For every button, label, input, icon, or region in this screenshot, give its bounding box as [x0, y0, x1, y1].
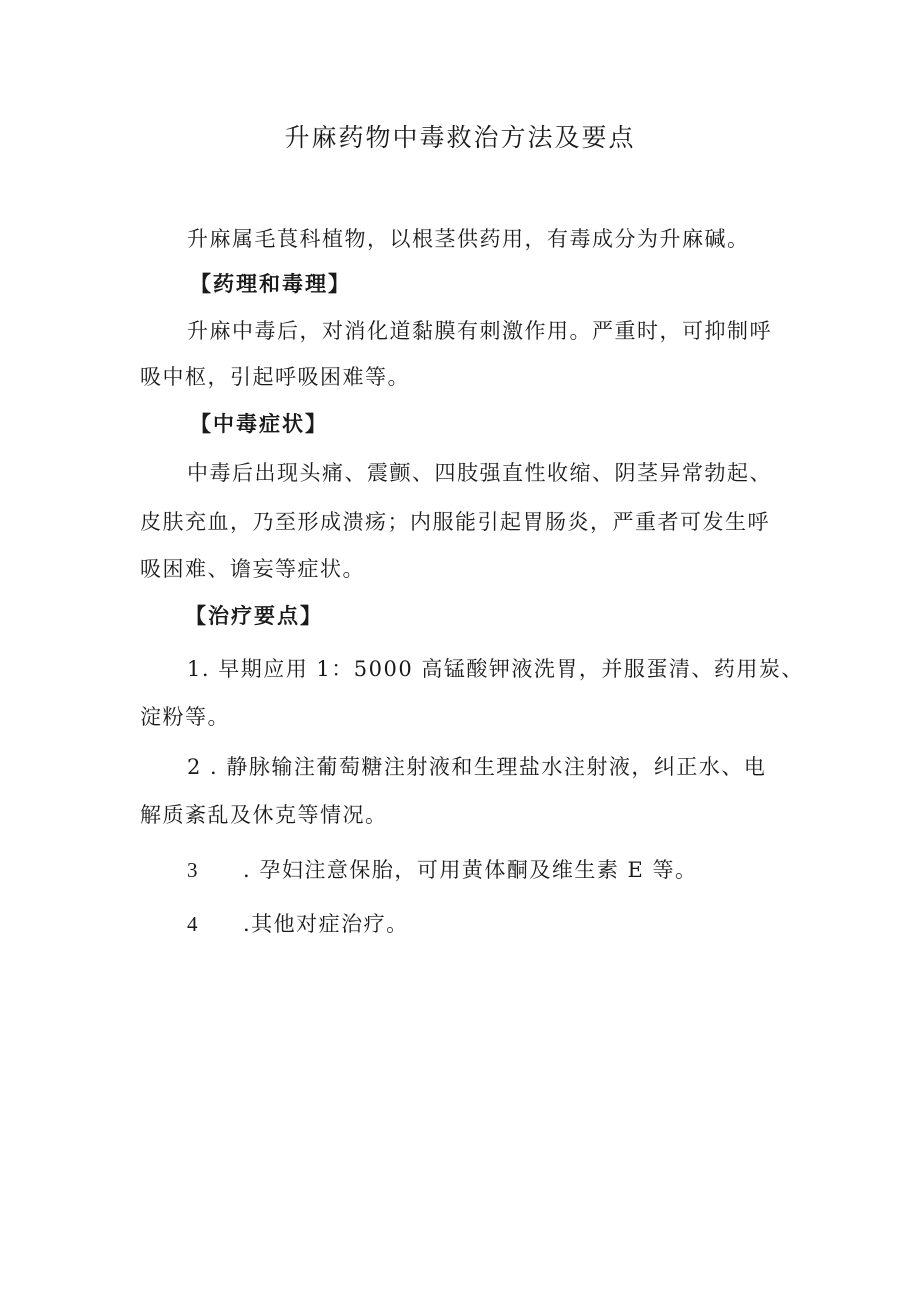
symptoms-line-2: 皮肤充血，乃至形成溃疡；内服能引起胃肠炎，严重者可发生呼 [140, 510, 770, 534]
treatment-item-3 [187, 855, 698, 885]
treatment-item-4-text: .其他对症治疗。 [243, 912, 409, 936]
treatment-item-2-line-1: 2 . 静脉输注葡萄糖注射液和生理盐水注射液，纠正水、电 [187, 755, 767, 779]
treatment-item-3-number: 3 [187, 858, 198, 882]
section-heading-pharmacology: 【药理和毒理】 [190, 271, 351, 296]
treatment-item-4 [187, 909, 409, 939]
treatment-item-3-text: . 孕妇注意保胎，可用黄体酮及维生素 E 等。 [243, 858, 698, 882]
document-title: 升麻药物中毒救治方法及要点 [284, 123, 636, 152]
section-heading-treatment: 【治疗要点】 [185, 603, 323, 628]
pharmacology-line-2: 吸中枢，引起呼吸困难等。 [140, 365, 410, 389]
symptoms-line-3: 吸困难、谵妄等症状。 [140, 557, 365, 581]
section-heading-symptoms: 【中毒症状】 [190, 411, 328, 436]
treatment-item-4-number: 4 [187, 912, 198, 936]
treatment-item-1-line-2: 淀粉等。 [140, 705, 230, 729]
treatment-item-2-line-2: 解质紊乱及休克等情况。 [140, 803, 388, 827]
intro-paragraph: 升麻属毛茛科植物，以根茎供药用，有毒成分为升麻碱。 [187, 227, 750, 251]
symptoms-line-1: 中毒后出现头痛、震颤、四肢强直性收缩、阴茎异常勃起、 [187, 461, 772, 485]
pharmacology-line-1: 升麻中毒后，对消化道黏膜有刺激作用。严重时，可抑制呼 [187, 319, 772, 343]
treatment-item-1-line-1: 1. 早期应用 1：5000 高锰酸钾液洗胃，并服蛋清、药用炭、 [187, 657, 804, 681]
